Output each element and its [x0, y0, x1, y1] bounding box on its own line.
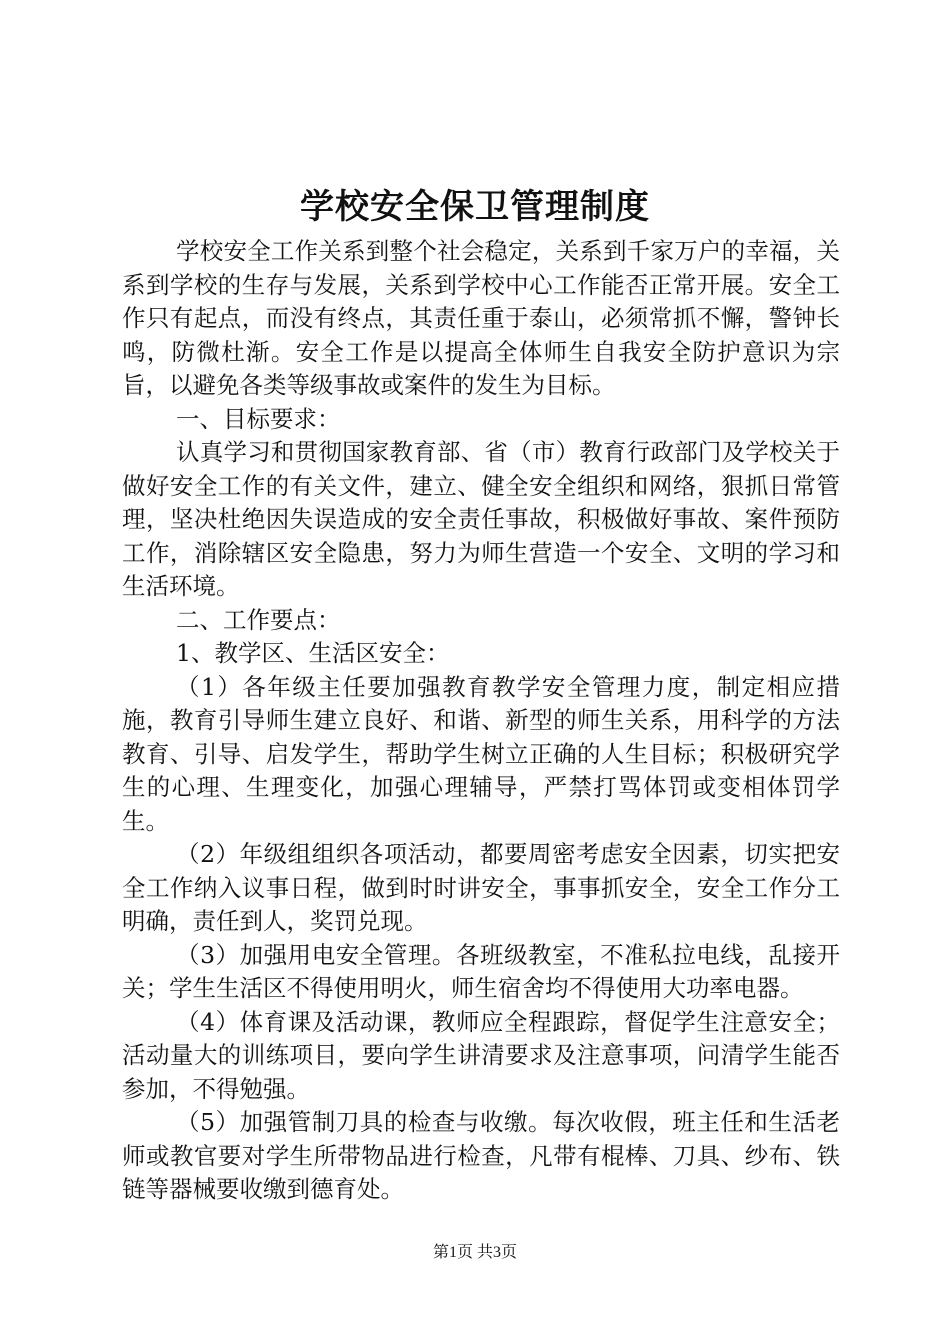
intro-paragraph: 学校安全工作关系到整个社会稳定，关系到千家万户的幸福，关系到学校的生存与发展，关系到学校中心工作能否正常开展。安全工作只有起点，而没有终点，其责任重于泰山，必须常抓不懈，警钟长鸣，防微杜渐。安全工作是以提高全体师生自我安全防护意识为宗旨，以避免各类等级事故或案件的发生为目标。	[122, 237, 840, 399]
document-body	[122, 235, 840, 1207]
item-paragraph-1: （1）各年级主任要加强教育教学安全管理力度，制定相应措施，教育引导师生建立良好、和谐、新型的师生关系，用科学的方法教育、引导、启发学生，帮助学生树立正确的人生目标；积极研究学生的心理、生理变化，加强心理辅导，严禁打骂体罚或变相体罚学生。	[122, 672, 840, 835]
item-paragraph-2: （2）年级组组织各项活动，都要周密考虑安全因素，切实把安全工作纳入议事日程，做到时时讲安全，事事抓安全，安全工作分工明确，责任到人，奖罚兑现。	[122, 840, 840, 935]
section-heading-goals: 一、目标要求：	[176, 404, 341, 433]
subsection-heading-teaching-living-area: 1、教学区、生活区安全：	[176, 639, 450, 667]
item-paragraph-5: （5）加强管制刀具的检查与收缴。每次收假，班主任和生活老师或教官要对学生所带物品进行检查，凡带有棍棒、刀具、纱布、铁链等器械要收缴到德育处。	[122, 1108, 840, 1203]
item-paragraph-4: （4）体育课及活动课，教师应全程跟踪，督促学生注意安全；活动量大的训练项目，要向学生讲清要求及注意事项，问清学生能否参加，不得勉强。	[122, 1007, 840, 1103]
section-heading-work-points: 二、工作要点：	[176, 605, 341, 634]
goals-paragraph: 认真学习和贯彻国家教育部、省（市）教育行政部门及学校关于做好安全工作的有关文件，建立、健全安全组织和网络，狠抓日常管理，坚决杜绝因失误造成的安全责任事故，积极做好事故、案件预防工作，消除辖区安全隐患，努力为师生营造一个安全、文明的学习和生活环境。	[122, 438, 840, 600]
document-title: 学校安全保卫管理制度	[300, 187, 650, 227]
item-paragraph-3: （3）加强用电安全管理。各班级教室，不准私拉电线，乱接开关；学生生活区不得使用明火，师生宿舍均不得使用大功率电器。	[122, 940, 840, 1002]
page-number-footer: 第1页 共3页	[432, 1244, 517, 1261]
